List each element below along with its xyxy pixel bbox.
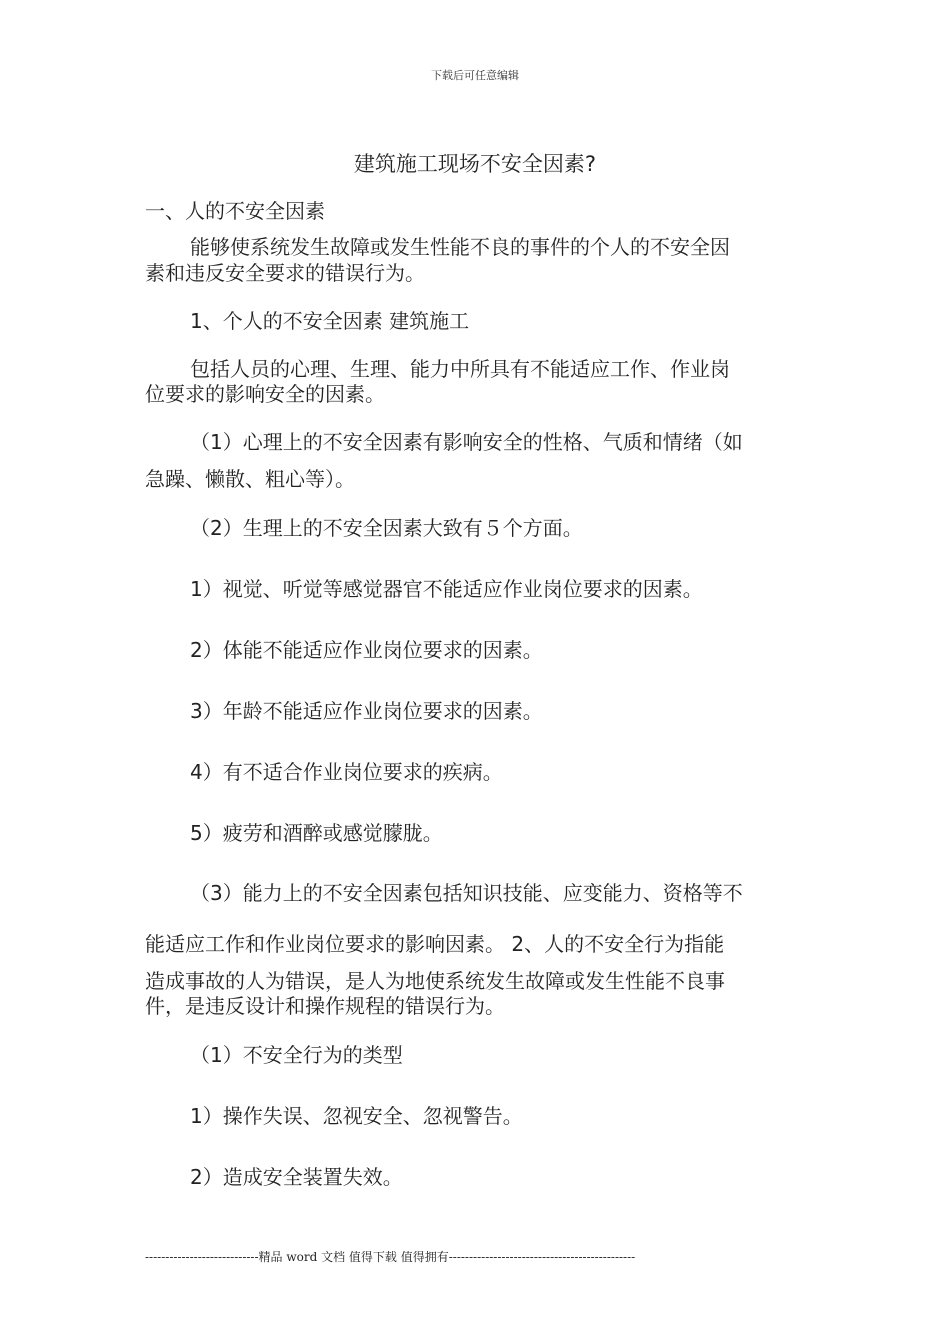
subsection-heading: 1、个人的不安全因素 建筑施工 (190, 309, 470, 333)
paragraph-line: 能适应工作和作业岗位要求的影响因素。 2、人的不安全行为指能 (145, 932, 725, 956)
list-item: 2）体能不能适应作业岗位要求的因素。 (190, 638, 543, 662)
list-item: 4）有不适合作业岗位要求的疾病。 (190, 760, 503, 784)
paragraph-line: （3）能力上的不安全因素包括知识技能、应变能力、资格等不 (190, 881, 743, 905)
paragraph-line: 急躁、懒散、粗心等）。 (145, 467, 355, 491)
page-footer: ----------------------------精品 word 文档 值得下载 值得拥有---------------------------------------------- (145, 1250, 636, 1264)
list-item: 1）操作失误、忽视安全、忽视警告。 (190, 1104, 523, 1128)
paragraph-line: 素和违反安全要求的错误行为。 (145, 261, 425, 285)
paragraph-line: 能够使系统发生故障或发生性能不良的事件的个人的不安全因 (190, 235, 730, 259)
list-item: 2）造成安全装置失效。 (190, 1165, 403, 1189)
paragraph-line: 位要求的影响安全的因素。 (145, 382, 385, 406)
paragraph-line: 件，是违反设计和操作规程的错误行为。 (145, 994, 505, 1018)
paragraph-line: 包括人员的心理、生理、能力中所具有不能适应工作、作业岗 (190, 357, 730, 381)
document-title: 建筑施工现场不安全因素? (353, 152, 597, 176)
list-item: 3）年龄不能适应作业岗位要求的因素。 (190, 699, 543, 723)
paragraph-line: （2）生理上的不安全因素大致有５个方面。 (190, 516, 583, 540)
subsection-heading: （1）不安全行为的类型 (190, 1043, 403, 1067)
page-header: 下载后可任意编辑 (431, 69, 519, 82)
paragraph-line: 造成事故的人为错误，是人为地使系统发生故障或发生性能不良事 (145, 969, 725, 993)
list-item: 5）疲劳和酒醉或感觉朦胧。 (190, 821, 443, 845)
section-heading: 一、人的不安全因素 (145, 199, 325, 223)
list-item: 1）视觉、听觉等感觉器官不能适应作业岗位要求的因素。 (190, 577, 703, 601)
paragraph-line: （1）心理上的不安全因素有影响安全的性格、气质和情绪（如 (190, 430, 743, 454)
